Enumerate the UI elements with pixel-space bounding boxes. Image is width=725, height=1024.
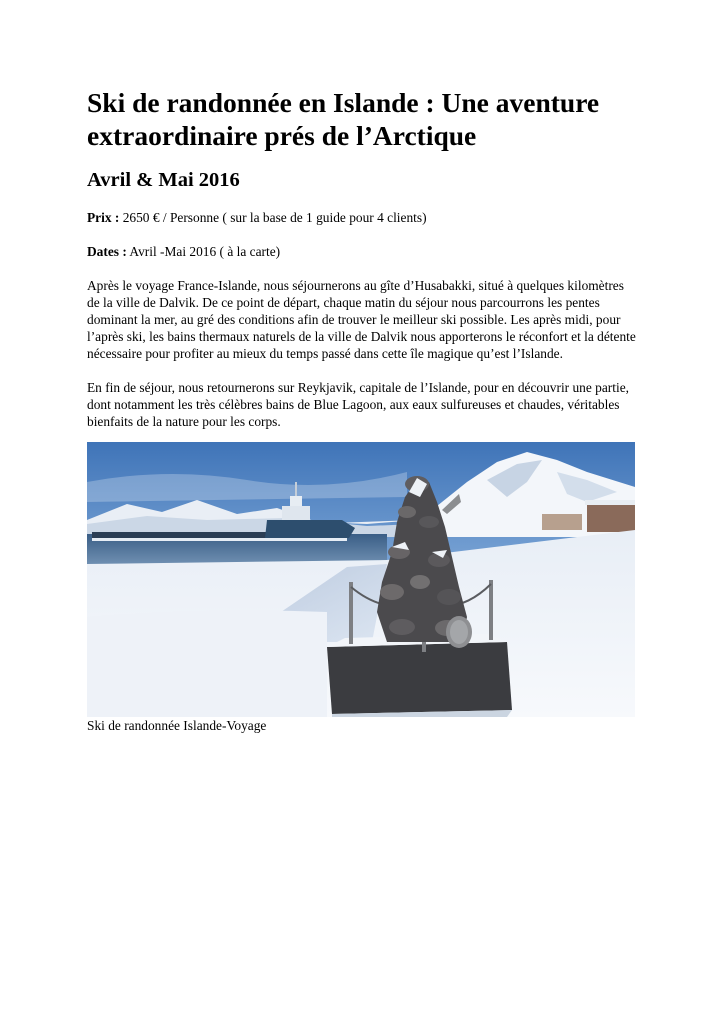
document-page [87, 86, 639, 734]
document-title: Ski de randonnée en Islande : Une aventure extraordinaire prés de l’Arctique [87, 87, 600, 151]
price-line [87, 209, 639, 226]
iceland-cairn-photo [87, 442, 635, 717]
price-value: 2650 € / Personne ( sur la base de 1 guide pour 4 clients) [122, 210, 427, 225]
dates-line [87, 243, 639, 260]
dates-label: Dates : [87, 244, 127, 259]
dates-value: Avril -Mai 2016 ( à la carte) [129, 244, 281, 259]
end-paragraph: En fin de séjour, nous retournerons sur Reykjavik, capitale de l’Islande, pour en découvrir une partie, dont notamment les très célèbres bains de Blue Lagoon, aux eaux sulfureuses et chaudes, véritables bienfaits de la nature pour les corps. [87, 380, 629, 429]
price-label: Prix : [87, 210, 120, 225]
document-subtitle: Avril & Mai 2016 [87, 169, 240, 191]
intro-paragraph: Après le voyage France-Islande, nous séjournerons au gîte d’Husabakki, situé à quelques kilomètres de la ville de Dalvik. De ce point de départ, chaque matin du séjour nous parcourrons les pentes dominant la mer, au gré des conditions afin de trouver le meilleur ski possible. Les après midi, pour l’après ski, les bains thermaux naturels de la ville de Dalvik nous apporterons le réconfort et la détente nécessaire pour profiter au mieux du temps passé dans cette île magique qu’est l’Islande. [87, 278, 636, 361]
photo-caption: Ski de randonnée Islande-Voyage [87, 718, 267, 733]
